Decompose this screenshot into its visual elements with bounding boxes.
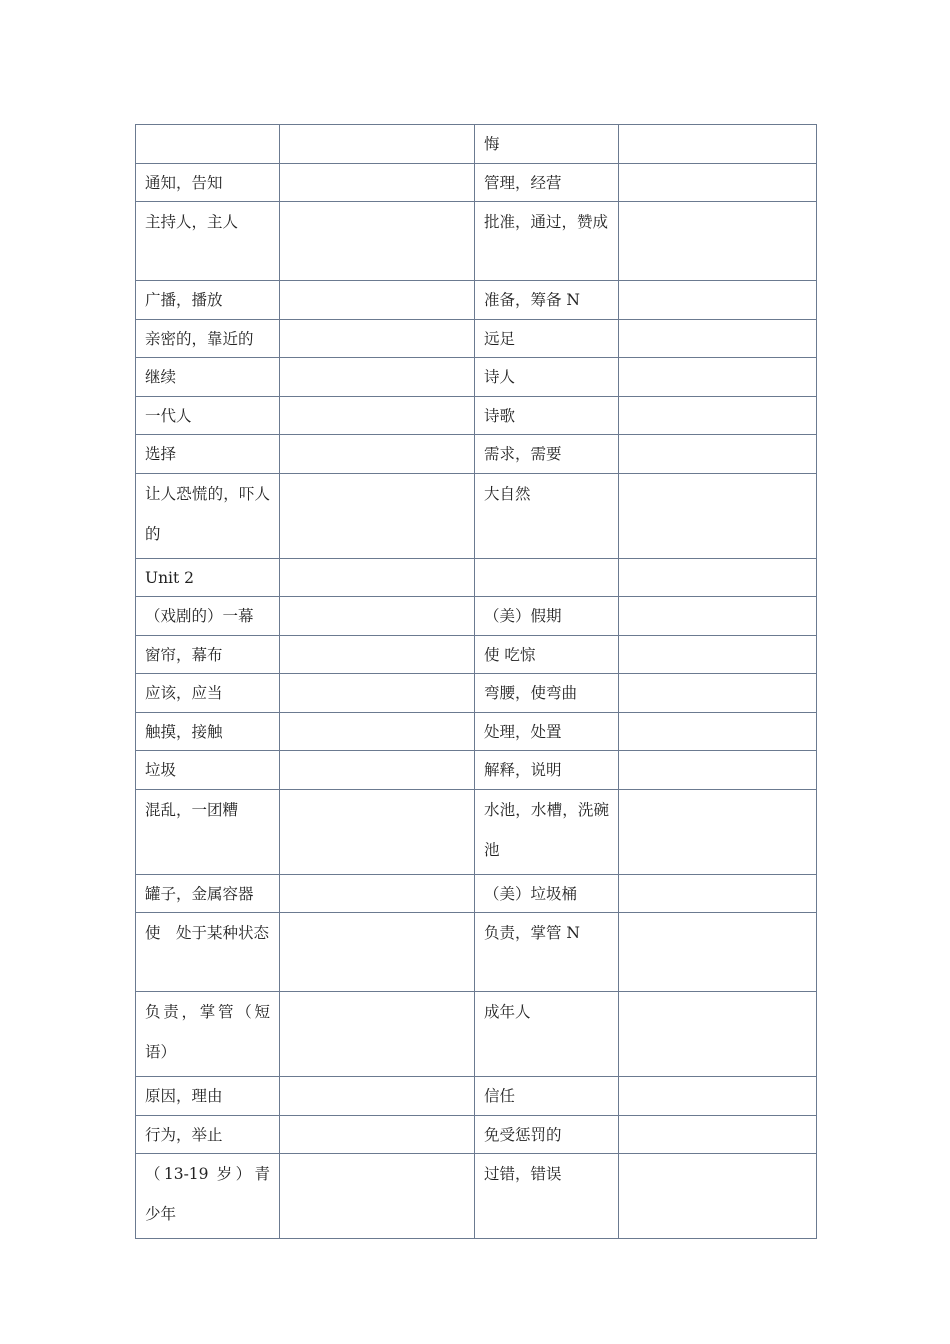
- table-row: [136, 1077, 817, 1116]
- chinese-meaning-cell: 解释，说明: [475, 751, 619, 790]
- chinese-meaning-cell: 处理，处置: [475, 712, 619, 751]
- chinese-meaning-cell: （美）假期: [475, 597, 619, 636]
- chinese-meaning-cell: [475, 558, 619, 597]
- table-row: [136, 712, 817, 751]
- table-row: [136, 473, 817, 558]
- answer-cell[interactable]: [280, 319, 475, 358]
- chinese-meaning-cell: 使 吃惊: [475, 635, 619, 674]
- chinese-meaning-cell: 触摸，接触: [136, 712, 280, 751]
- table-row: [136, 1154, 817, 1239]
- answer-cell[interactable]: [619, 1077, 817, 1116]
- chinese-meaning-cell: 准备，筹备 N: [475, 281, 619, 320]
- answer-cell[interactable]: [619, 125, 817, 164]
- table-row: [136, 358, 817, 397]
- chinese-meaning-cell: 批准，通过，赞成: [475, 202, 619, 281]
- answer-cell[interactable]: [280, 358, 475, 397]
- answer-cell[interactable]: [280, 396, 475, 435]
- table-row: [136, 674, 817, 713]
- chinese-meaning-cell: 诗歌: [475, 396, 619, 435]
- answer-cell[interactable]: [280, 674, 475, 713]
- chinese-meaning-cell: [136, 125, 280, 164]
- table-row: [136, 281, 817, 320]
- answer-cell[interactable]: [280, 635, 475, 674]
- table-row: [136, 319, 817, 358]
- answer-cell[interactable]: [619, 712, 817, 751]
- answer-cell[interactable]: [280, 281, 475, 320]
- answer-cell[interactable]: [619, 396, 817, 435]
- chinese-meaning-cell: 广播，播放: [136, 281, 280, 320]
- answer-cell[interactable]: [280, 874, 475, 913]
- chinese-meaning-cell: 窗帘，幕布: [136, 635, 280, 674]
- vocabulary-table-body: [136, 125, 817, 1239]
- vocabulary-table: [135, 124, 817, 1239]
- table-row: [136, 163, 817, 202]
- chinese-meaning-cell: 悔: [475, 125, 619, 164]
- answer-cell[interactable]: [280, 751, 475, 790]
- chinese-meaning-cell: 一代人: [136, 396, 280, 435]
- answer-cell[interactable]: [619, 789, 817, 874]
- chinese-meaning-cell: 亲密的，靠近的: [136, 319, 280, 358]
- table-row: [136, 125, 817, 164]
- answer-cell[interactable]: [280, 597, 475, 636]
- chinese-meaning-cell: 混乱，一团糟: [136, 789, 280, 874]
- chinese-meaning-cell: 主持人，主人: [136, 202, 280, 281]
- answer-cell[interactable]: [619, 558, 817, 597]
- chinese-meaning-cell: 罐子，金属容器: [136, 874, 280, 913]
- table-row: [136, 751, 817, 790]
- answer-cell[interactable]: [619, 674, 817, 713]
- chinese-meaning-cell: Unit 2: [136, 558, 280, 597]
- answer-cell[interactable]: [619, 1115, 817, 1154]
- chinese-meaning-cell: 过错，错误: [475, 1154, 619, 1239]
- chinese-meaning-cell: 让人恐慌的，吓人的: [136, 473, 280, 558]
- chinese-meaning-cell: （戏剧的）一幕: [136, 597, 280, 636]
- answer-cell[interactable]: [619, 992, 817, 1077]
- answer-cell[interactable]: [280, 202, 475, 281]
- table-row: [136, 396, 817, 435]
- answer-cell[interactable]: [619, 597, 817, 636]
- chinese-meaning-cell: 使 处于某种状态: [136, 913, 280, 992]
- answer-cell[interactable]: [280, 125, 475, 164]
- table-row: [136, 913, 817, 992]
- answer-cell[interactable]: [619, 751, 817, 790]
- answer-cell[interactable]: [280, 1154, 475, 1239]
- answer-cell[interactable]: [619, 435, 817, 474]
- answer-cell[interactable]: [280, 992, 475, 1077]
- answer-cell[interactable]: [619, 1154, 817, 1239]
- table-row: [136, 597, 817, 636]
- answer-cell[interactable]: [280, 1115, 475, 1154]
- chinese-meaning-cell: 信任: [475, 1077, 619, 1116]
- answer-cell[interactable]: [619, 163, 817, 202]
- chinese-meaning-cell: 免受惩罚的: [475, 1115, 619, 1154]
- chinese-meaning-cell: 水池，水槽，洗碗池: [475, 789, 619, 874]
- chinese-meaning-cell: 选择: [136, 435, 280, 474]
- table-row: [136, 635, 817, 674]
- answer-cell[interactable]: [619, 874, 817, 913]
- answer-cell[interactable]: [280, 789, 475, 874]
- answer-cell[interactable]: [619, 473, 817, 558]
- table-row: [136, 992, 817, 1077]
- chinese-meaning-cell: 需求，需要: [475, 435, 619, 474]
- answer-cell[interactable]: [280, 473, 475, 558]
- chinese-meaning-cell: 原因，理由: [136, 1077, 280, 1116]
- answer-cell[interactable]: [619, 319, 817, 358]
- answer-cell[interactable]: [280, 712, 475, 751]
- answer-cell[interactable]: [619, 358, 817, 397]
- answer-cell[interactable]: [619, 202, 817, 281]
- answer-cell[interactable]: [280, 913, 475, 992]
- chinese-meaning-cell: 继续: [136, 358, 280, 397]
- chinese-meaning-cell: （13-19 岁）青少年: [136, 1154, 280, 1239]
- table-row: [136, 1115, 817, 1154]
- chinese-meaning-cell: 应该，应当: [136, 674, 280, 713]
- answer-cell[interactable]: [280, 435, 475, 474]
- answer-cell[interactable]: [619, 281, 817, 320]
- table-row: [136, 874, 817, 913]
- answer-cell[interactable]: [280, 558, 475, 597]
- answer-cell[interactable]: [619, 913, 817, 992]
- chinese-meaning-cell: 负责，掌管（短语）: [136, 992, 280, 1077]
- table-row: [136, 435, 817, 474]
- chinese-meaning-cell: （美）垃圾桶: [475, 874, 619, 913]
- table-row: [136, 202, 817, 281]
- chinese-meaning-cell: 管理，经营: [475, 163, 619, 202]
- chinese-meaning-cell: 通知，告知: [136, 163, 280, 202]
- chinese-meaning-cell: 大自然: [475, 473, 619, 558]
- chinese-meaning-cell: 远足: [475, 319, 619, 358]
- chinese-meaning-cell: 诗人: [475, 358, 619, 397]
- chinese-meaning-cell: 负责，掌管 N: [475, 913, 619, 992]
- chinese-meaning-cell: 行为，举止: [136, 1115, 280, 1154]
- answer-cell[interactable]: [280, 163, 475, 202]
- table-row: [136, 789, 817, 874]
- answer-cell[interactable]: [619, 635, 817, 674]
- table-row: [136, 558, 817, 597]
- chinese-meaning-cell: 弯腰，使弯曲: [475, 674, 619, 713]
- chinese-meaning-cell: 垃圾: [136, 751, 280, 790]
- chinese-meaning-cell: 成年人: [475, 992, 619, 1077]
- answer-cell[interactable]: [280, 1077, 475, 1116]
